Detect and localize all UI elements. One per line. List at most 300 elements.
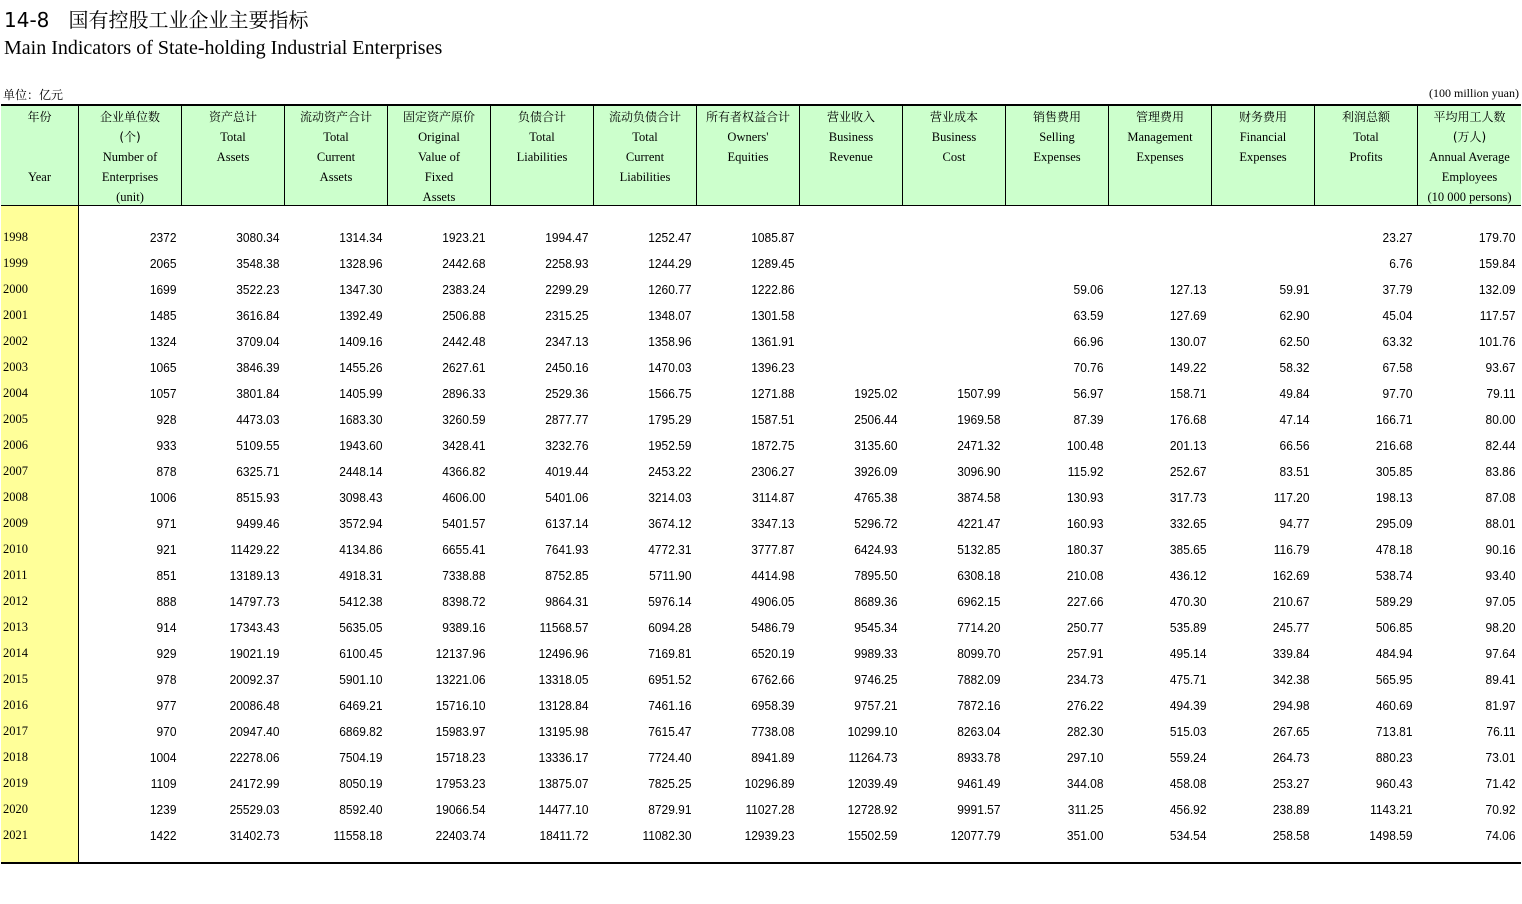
unit-label-cn: 单位：亿元 (3, 88, 64, 102)
value-cell: 2306.27 (751, 463, 795, 479)
column-header-line: Number of (102, 150, 158, 164)
value-cell: 2529.36 (545, 385, 589, 401)
value-cell: 6469.21 (339, 697, 383, 713)
value-cell: 115.92 (1067, 463, 1104, 479)
column-header-line: (个) (119, 130, 141, 144)
value-cell: 245.77 (1272, 619, 1310, 635)
value-cell: 22278.06 (229, 749, 280, 765)
value-cell: 47.14 (1279, 411, 1310, 427)
value-cell: 66.56 (1279, 437, 1310, 453)
table-number: 14-8 (4, 8, 50, 32)
value-cell: 12137.96 (435, 645, 486, 661)
value-cell: 1143.21 (1370, 801, 1413, 817)
value-cell: 6655.41 (442, 541, 486, 557)
value-cell: 7872.16 (957, 697, 1001, 713)
value-cell: 3347.13 (751, 515, 795, 531)
table-row (1, 302, 1521, 328)
column-header-line: Expenses (1239, 150, 1287, 164)
column-header-line: Fixed (424, 170, 454, 184)
value-cell: 234.73 (1066, 671, 1104, 687)
column-header-line: Original (418, 130, 460, 144)
value-cell: 37.79 (1382, 281, 1413, 297)
column-header-line: Profits (1349, 150, 1383, 164)
column-header-line: Employees (1441, 170, 1498, 184)
year-cell: 2007 (3, 463, 28, 478)
value-cell: 1507.99 (957, 385, 1001, 401)
table-row (1, 562, 1521, 588)
table-row (1, 250, 1521, 276)
table-row (1, 796, 1521, 822)
value-cell: 1289.45 (751, 255, 795, 271)
value-cell: 2506.44 (854, 411, 898, 427)
value-cell: 4134.86 (339, 541, 383, 557)
value-cell: 5486.79 (751, 619, 795, 635)
value-cell: 534.54 (1169, 827, 1207, 843)
table-body (1, 206, 1521, 864)
value-cell: 535.89 (1169, 619, 1207, 635)
column-header (1109, 106, 1212, 205)
value-cell: 2383.24 (442, 281, 486, 297)
year-cell: 2014 (3, 645, 28, 660)
value-cell: 20086.48 (229, 697, 280, 713)
value-cell: 7724.40 (648, 749, 692, 765)
table-row (1, 770, 1521, 796)
value-cell: 76.11 (1486, 723, 1516, 739)
column-header-line: Assets (216, 150, 250, 164)
value-cell: 83.86 (1485, 463, 1516, 479)
value-cell: 18411.72 (539, 827, 589, 843)
value-cell: 11264.73 (848, 749, 898, 765)
value-cell: 515.03 (1169, 723, 1207, 739)
value-cell: 17343.43 (229, 619, 280, 635)
value-cell: 7504.19 (339, 749, 383, 765)
table-row (1, 666, 1521, 692)
value-cell: 210.08 (1066, 567, 1104, 583)
value-cell: 8050.19 (339, 775, 383, 791)
column-header-line: 所有者权益合计 (705, 110, 790, 124)
column-header-line: 负债合计 (517, 110, 566, 124)
column-header-line: Business (828, 130, 874, 144)
value-cell: 484.94 (1375, 645, 1413, 661)
column-header (79, 106, 182, 205)
value-cell: 6137.14 (545, 515, 589, 531)
value-cell: 101.76 (1478, 333, 1516, 349)
value-cell: 130.93 (1066, 489, 1104, 505)
value-cell: 14477.10 (538, 801, 589, 817)
value-cell: 12939.23 (744, 827, 795, 843)
value-cell: 3135.60 (854, 437, 898, 453)
value-cell: 977 (156, 697, 177, 713)
value-cell: 342.38 (1272, 671, 1310, 687)
table-row (1, 718, 1521, 744)
value-cell: 3098.43 (339, 489, 383, 505)
year-cell: 2010 (3, 541, 28, 556)
value-cell: 2627.61 (442, 359, 486, 375)
column-header-line: Annual Average (1429, 150, 1510, 164)
value-cell: 1405.99 (339, 385, 383, 401)
value-cell: 8729.91 (648, 801, 692, 817)
value-cell: 1795.29 (648, 411, 692, 427)
year-cell: 2019 (3, 775, 28, 790)
value-cell: 4918.31 (339, 567, 383, 583)
column-header-line: 流动负债合计 (608, 110, 681, 124)
value-cell: 888 (156, 593, 177, 609)
value-cell: 713.81 (1375, 723, 1413, 739)
value-cell: 81.97 (1485, 697, 1516, 713)
value-cell: 2442.68 (442, 255, 486, 271)
value-cell: 1422 (149, 827, 177, 843)
value-cell: 6520.19 (751, 645, 795, 661)
value-cell: 5132.85 (957, 541, 1001, 557)
value-cell: 130.07 (1169, 333, 1207, 349)
table-row (1, 614, 1521, 640)
column-header-line: 管理费用 (1135, 110, 1184, 124)
value-cell: 12728.92 (847, 801, 898, 817)
value-cell: 7338.88 (442, 567, 486, 583)
column-header-line: Assets (319, 170, 353, 184)
value-cell: 276.22 (1066, 697, 1104, 713)
value-cell: 1587.51 (751, 411, 795, 427)
value-cell: 198.13 (1375, 489, 1413, 505)
value-cell: 1396.23 (751, 359, 795, 375)
value-cell: 8099.70 (957, 645, 1001, 661)
value-cell: 13318.05 (538, 671, 589, 687)
value-cell: 9499.46 (236, 515, 280, 531)
value-cell: 2258.93 (545, 255, 589, 271)
value-cell: 97.64 (1485, 645, 1516, 661)
table-row (1, 276, 1521, 302)
column-header-line: Total (632, 130, 658, 144)
value-cell: 9746.25 (854, 671, 898, 687)
value-cell: 71.42 (1485, 775, 1516, 791)
value-cell: 2877.77 (545, 411, 589, 427)
column-header-line: 利润总额 (1341, 110, 1390, 124)
value-cell: 1271.88 (751, 385, 795, 401)
value-cell: 305.85 (1375, 463, 1413, 479)
value-cell: 460.69 (1375, 697, 1413, 713)
value-cell: 8398.72 (442, 593, 486, 609)
value-cell: 3232.76 (545, 437, 589, 453)
value-cell: 1498.59 (1369, 827, 1413, 843)
value-cell: 25529.03 (229, 801, 280, 817)
value-cell: 58.32 (1279, 359, 1310, 375)
column-header-line: Current (316, 150, 356, 164)
value-cell: 5401.06 (545, 489, 589, 505)
value-cell: 6325.71 (236, 463, 280, 479)
value-cell: 97.70 (1382, 385, 1413, 401)
value-cell: 2065 (149, 255, 177, 271)
value-cell: 7461.16 (648, 697, 692, 713)
value-cell: 294.98 (1272, 697, 1310, 713)
unit-label-en: (100 million yuan) (1429, 86, 1519, 100)
value-cell: 216.68 (1375, 437, 1413, 453)
year-cell: 2011 (3, 567, 28, 582)
value-cell: 87.08 (1485, 489, 1516, 505)
value-cell: 506.85 (1375, 619, 1413, 635)
column-header-line: 资产总计 (208, 110, 257, 124)
table-row (1, 354, 1521, 380)
column-header-line: Expenses (1136, 150, 1184, 164)
year-cell: 2017 (3, 723, 28, 738)
value-cell: 3214.03 (648, 489, 692, 505)
value-cell: 9545.34 (854, 619, 898, 635)
value-cell: 252.67 (1169, 463, 1207, 479)
value-cell: 15502.59 (847, 827, 898, 843)
column-header-line: Revenue (829, 150, 873, 164)
value-cell: 351.00 (1066, 827, 1104, 843)
value-cell: 6951.52 (648, 671, 692, 687)
value-cell: 494.39 (1169, 697, 1207, 713)
value-cell: 2442.48 (442, 333, 486, 349)
value-cell: 9991.57 (957, 801, 1001, 817)
value-cell: 83.51 (1279, 463, 1310, 479)
value-cell: 257.91 (1066, 645, 1104, 661)
value-cell: 5976.14 (648, 593, 692, 609)
year-cell: 2000 (3, 281, 28, 296)
value-cell: 589.29 (1375, 593, 1413, 609)
value-cell: 24172.99 (229, 775, 280, 791)
value-cell: 10296.89 (744, 775, 795, 791)
column-header-line: 营业成本 (929, 110, 978, 124)
table-row (1, 640, 1521, 666)
table-row (1, 328, 1521, 354)
value-cell: 282.30 (1066, 723, 1104, 739)
value-cell: 49.84 (1279, 385, 1310, 401)
value-cell: 2315.25 (545, 307, 589, 323)
table-row (1, 406, 1521, 432)
value-cell: 1222.86 (751, 281, 795, 297)
column-header-line: Value of (418, 150, 460, 164)
column-header (1006, 106, 1109, 205)
value-cell: 166.71 (1375, 411, 1413, 427)
value-cell: 3260.59 (442, 411, 486, 427)
value-cell: 1470.03 (648, 359, 692, 375)
value-cell: 117.57 (1479, 307, 1516, 323)
value-cell: 470.30 (1169, 593, 1207, 609)
column-header (1212, 106, 1315, 205)
value-cell: 8515.93 (236, 489, 280, 505)
value-cell: 210.67 (1272, 593, 1310, 609)
value-cell: 3874.58 (957, 489, 1001, 505)
value-cell: 495.14 (1169, 645, 1207, 661)
value-cell: 6424.93 (854, 541, 898, 557)
value-cell: 13336.17 (538, 749, 589, 765)
value-cell: 12496.96 (538, 645, 589, 661)
column-header-line (38, 147, 41, 167)
value-cell: 456.92 (1169, 801, 1207, 817)
value-cell: 79.11 (1486, 385, 1516, 401)
value-cell: 8941.89 (751, 749, 795, 765)
column-header-line (38, 127, 41, 147)
year-cell: 2005 (3, 411, 28, 426)
value-cell: 4606.00 (442, 489, 486, 505)
value-cell: 914 (156, 619, 177, 635)
value-cell: 478.18 (1375, 541, 1413, 557)
column-header-line: Liabilities (516, 150, 568, 164)
value-cell: 4772.31 (648, 541, 692, 557)
value-cell: 4221.47 (957, 515, 1001, 531)
value-cell: 267.65 (1272, 723, 1310, 739)
value-cell: 1994.47 (545, 229, 589, 245)
indicators-table (1, 104, 1521, 864)
table-row (1, 588, 1521, 614)
value-cell: 11429.22 (230, 541, 280, 557)
column-header-line: Total (220, 130, 246, 144)
value-cell: 1872.75 (751, 437, 795, 453)
value-cell: 559.24 (1169, 749, 1207, 765)
column-header-line: (unit) (116, 190, 144, 204)
value-cell: 2347.13 (545, 333, 589, 349)
column-header (182, 106, 285, 205)
column-header-line: 营业收入 (826, 110, 875, 124)
value-cell: 1943.60 (339, 437, 383, 453)
value-cell: 1004 (149, 749, 177, 765)
value-cell: 90.16 (1485, 541, 1516, 557)
value-cell: 158.71 (1169, 385, 1207, 401)
year-cell: 2002 (3, 333, 28, 348)
value-cell: 295.09 (1375, 515, 1413, 531)
value-cell: 1925.02 (854, 385, 898, 401)
year-cell: 2006 (3, 437, 28, 452)
value-cell: 933 (156, 437, 177, 453)
value-cell: 1699 (149, 281, 177, 297)
value-cell: 62.90 (1279, 307, 1310, 323)
value-cell: 9461.49 (957, 775, 1001, 791)
value-cell: 70.92 (1485, 801, 1516, 817)
table-row (1, 510, 1521, 536)
column-header (1315, 106, 1418, 205)
value-cell: 1683.30 (339, 411, 383, 427)
value-cell: 565.95 (1375, 671, 1413, 687)
value-cell: 3572.94 (339, 515, 383, 531)
value-cell: 1361.91 (751, 333, 795, 349)
value-cell: 1006 (149, 489, 177, 505)
value-cell: 475.71 (1169, 671, 1207, 687)
value-cell: 6962.15 (957, 593, 1001, 609)
value-cell: 67.58 (1382, 359, 1413, 375)
value-cell: 7895.50 (854, 567, 898, 583)
value-cell: 3114.87 (752, 489, 795, 505)
value-cell: 960.43 (1375, 775, 1413, 791)
value-cell: 8933.78 (957, 749, 1001, 765)
value-cell: 1260.77 (648, 281, 692, 297)
value-cell: 264.73 (1272, 749, 1310, 765)
value-cell: 6308.18 (957, 567, 1001, 583)
year-cell: 2003 (3, 359, 28, 374)
column-header-line: 销售费用 (1032, 110, 1081, 124)
value-cell: 3080.34 (236, 229, 280, 245)
year-cell: 1999 (3, 255, 28, 270)
value-cell: 3096.90 (957, 463, 1001, 479)
year-cell: 2016 (3, 697, 28, 712)
column-header (1, 106, 79, 205)
value-cell: 2471.32 (957, 437, 1001, 453)
value-cell: 56.97 (1073, 385, 1104, 401)
value-cell: 1065 (149, 359, 177, 375)
value-cell: 15983.97 (435, 723, 486, 739)
value-cell: 5412.38 (339, 593, 383, 609)
value-cell: 176.68 (1169, 411, 1207, 427)
table-row (1, 822, 1521, 848)
value-cell: 1348.07 (648, 307, 692, 323)
value-cell: 59.91 (1279, 281, 1310, 297)
value-cell: 1239 (149, 801, 177, 817)
value-cell: 1085.87 (751, 229, 795, 245)
value-cell: 12039.49 (847, 775, 898, 791)
value-cell: 19066.54 (435, 801, 486, 817)
value-cell: 258.58 (1272, 827, 1310, 843)
table-title-chinese: 国有控股工业企业主要指标 (68, 8, 309, 32)
value-cell: 88.01 (1485, 515, 1516, 531)
value-cell: 538.74 (1375, 567, 1413, 583)
value-cell: 59.06 (1073, 281, 1104, 297)
value-cell: 5711.90 (649, 567, 692, 583)
column-header (491, 106, 594, 205)
value-cell: 4414.98 (751, 567, 795, 583)
value-cell: 3709.04 (236, 333, 280, 349)
value-cell: 9389.16 (442, 619, 486, 635)
value-cell: 7738.08 (751, 723, 795, 739)
column-header (388, 106, 491, 205)
value-cell: 3777.87 (751, 541, 795, 557)
year-cell: 1998 (3, 229, 28, 244)
value-cell: 6869.82 (339, 723, 383, 739)
value-cell: 2448.14 (339, 463, 383, 479)
value-cell: 458.08 (1169, 775, 1207, 791)
column-header-line: Equities (727, 150, 769, 164)
value-cell: 8752.85 (545, 567, 589, 583)
year-cell: 2001 (3, 307, 28, 322)
table-row (1, 458, 1521, 484)
value-cell: 1244.29 (648, 255, 692, 271)
value-cell: 1952.59 (648, 437, 692, 453)
value-cell: 7641.93 (545, 541, 589, 557)
value-cell: 297.10 (1066, 749, 1104, 765)
value-cell: 1328.96 (339, 255, 383, 271)
year-cell: 2021 (3, 827, 28, 842)
value-cell: 921 (156, 541, 177, 557)
value-cell: 1109 (150, 775, 177, 791)
table-row (1, 484, 1521, 510)
value-cell: 3846.39 (236, 359, 280, 375)
value-cell: 179.70 (1478, 229, 1516, 245)
value-cell: 149.22 (1169, 359, 1207, 375)
value-cell: 227.66 (1066, 593, 1104, 609)
value-cell: 238.89 (1272, 801, 1310, 817)
year-cell: 2004 (3, 385, 28, 400)
column-header-line: Owners' (727, 130, 769, 144)
column-header-line: Assets (422, 190, 456, 204)
value-cell: 971 (156, 515, 177, 531)
value-cell: 7882.09 (957, 671, 1001, 687)
column-header (594, 106, 697, 205)
value-cell: 11027.28 (745, 801, 795, 817)
value-cell: 1485 (149, 307, 177, 323)
value-cell: 2453.22 (648, 463, 692, 479)
column-header-line: Enterprises (101, 170, 159, 184)
table-row (1, 224, 1521, 250)
value-cell: 74.06 (1485, 827, 1516, 843)
value-cell: 7714.20 (957, 619, 1001, 635)
value-cell: 10299.10 (847, 723, 898, 739)
value-cell: 17953.23 (435, 775, 486, 791)
column-header-line: 固定资产原价 (402, 110, 475, 124)
column-header (285, 106, 388, 205)
value-cell: 6.76 (1389, 255, 1413, 271)
column-header-line: Selling (1039, 130, 1075, 144)
value-cell: 6094.28 (648, 619, 692, 635)
value-cell: 62.50 (1279, 333, 1310, 349)
